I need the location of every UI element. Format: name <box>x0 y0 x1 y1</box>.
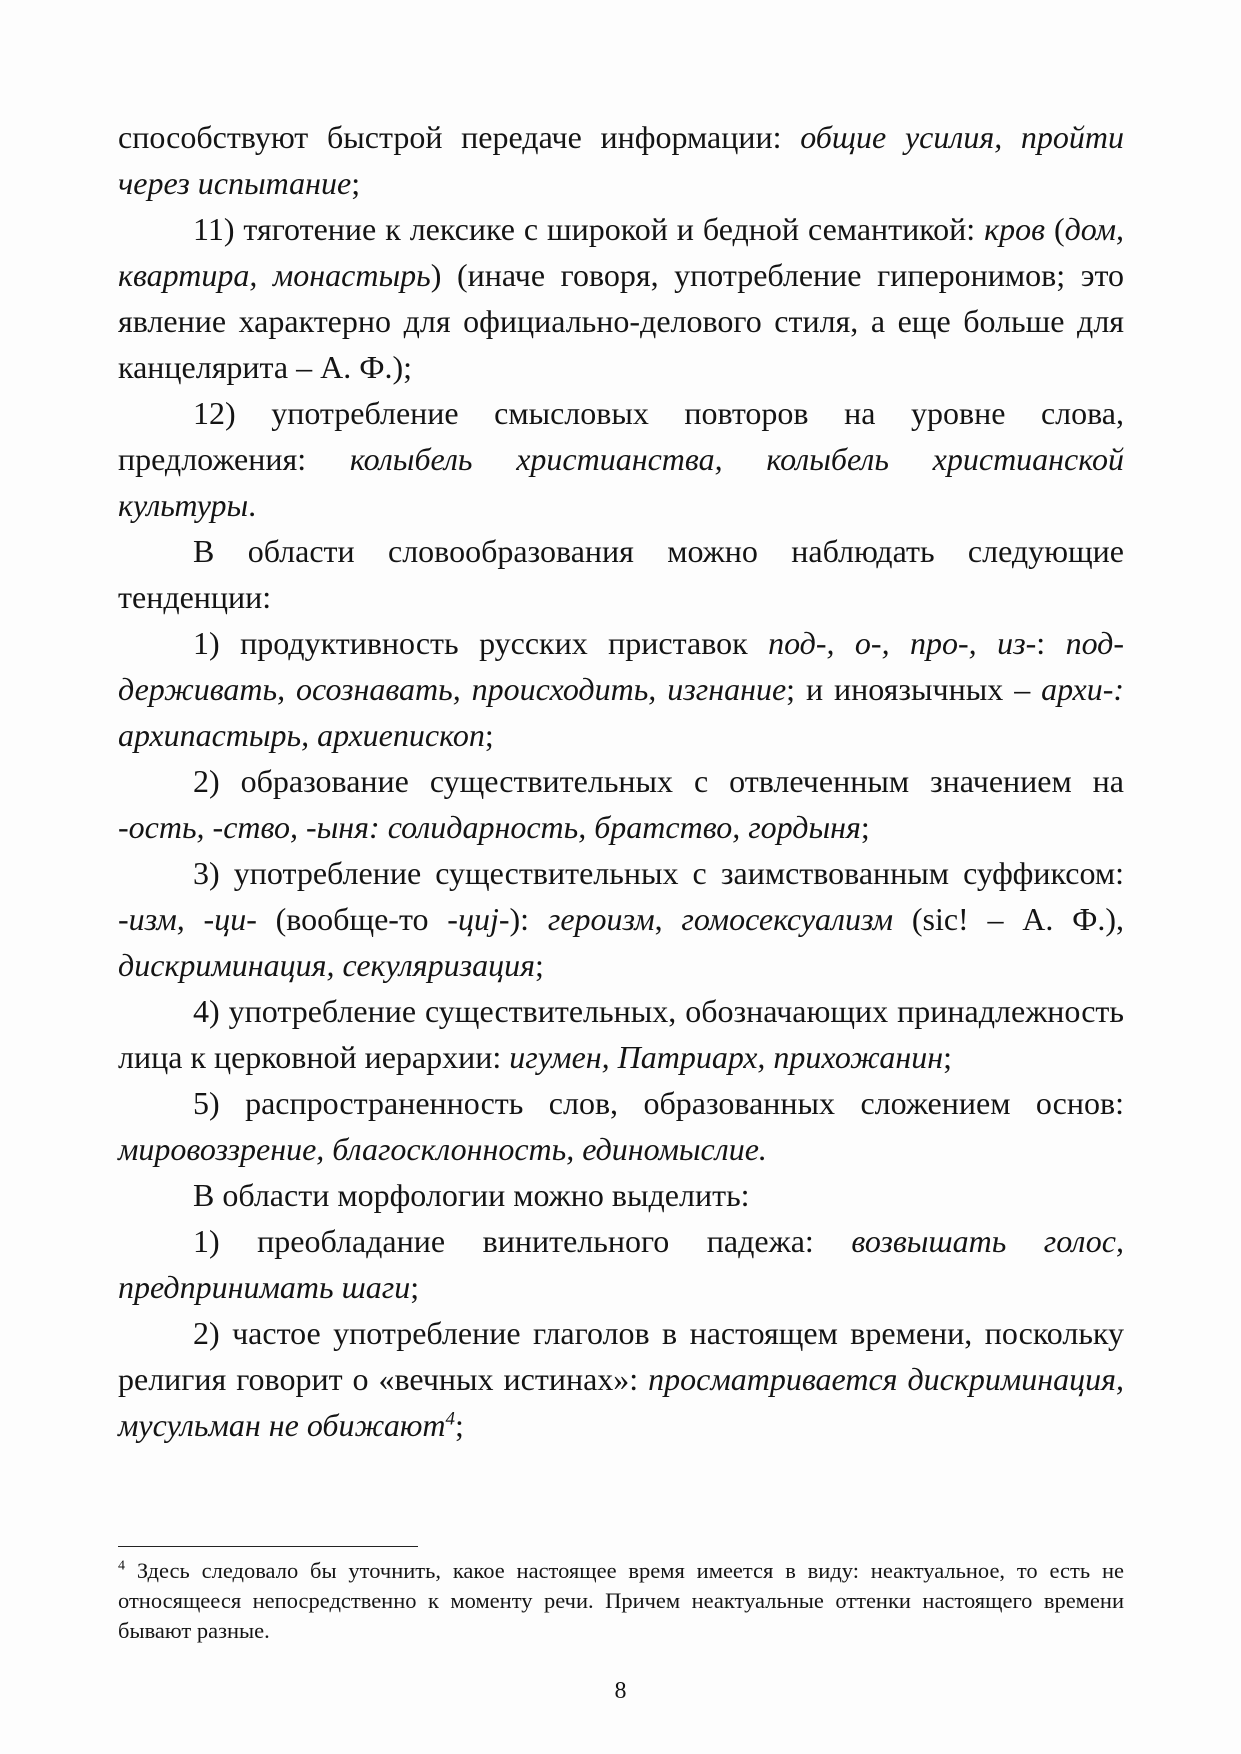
italic-example-text: -изм, -ци- <box>118 901 257 937</box>
italic-example-text: колыбель христианства, колыбель христианской культуры <box>118 441 1125 523</box>
paragraph <box>118 850 1124 988</box>
text-run: 3) употребление существительных с заимствованным суффиксом: <box>193 855 1124 891</box>
paragraph <box>118 390 1124 528</box>
paragraph <box>118 988 1124 1080</box>
text-run: ; <box>410 1269 420 1305</box>
italic-example-text: игумен, Патриарх, прихожанин <box>509 1039 944 1075</box>
footnote <box>118 1556 1124 1646</box>
italic-example-text: под-, о-, про-, из- <box>768 625 1037 661</box>
paragraph <box>118 528 1124 620</box>
paragraph <box>118 758 1124 850</box>
italic-example-text: -ость, -ство, -ыня: солидарность, братство, гордыня <box>118 809 861 845</box>
text-run: ( <box>1045 211 1065 247</box>
page-number: 8 <box>614 1678 627 1704</box>
text-run: . <box>248 487 257 523</box>
paragraph <box>118 1080 1124 1172</box>
text-run: ; <box>455 1407 464 1443</box>
italic-example-text: кров <box>984 211 1045 247</box>
footnote-reference: 4 <box>445 1408 456 1430</box>
italic-example-text: возвышать голос, предпринимать шаги <box>118 1223 1125 1305</box>
text-run: способствуют быстрой передаче информации: <box>118 119 801 155</box>
paragraph <box>118 1172 1124 1218</box>
text-run: В области морфологии можно выделить: <box>193 1177 750 1213</box>
text-run: , <box>654 901 682 937</box>
paragraph <box>118 1218 1124 1310</box>
text-run: ; и иноязычных – <box>786 671 1042 707</box>
text-run: 5) распространенность слов, образованных сложением основ: <box>193 1085 1124 1121</box>
text-run: : <box>1036 625 1066 661</box>
text-run: (sic! – А. Ф.), <box>893 901 1125 937</box>
text-run: ; <box>860 809 870 845</box>
footnote-marker: 4 <box>118 1558 125 1574</box>
text-run: 12) употребление смысловых повторов на уровне слова, предложения: <box>118 395 1124 477</box>
italic-example-text: архи-: архипастырь, архиепископ <box>118 671 1124 753</box>
paragraph <box>118 1310 1124 1448</box>
footnote-separator <box>118 1546 418 1547</box>
italic-example-text: -цuj- <box>447 901 510 937</box>
italic-example-text: просматривается дискриминация, мусульман не обижают <box>118 1361 1125 1443</box>
text-run: ; <box>535 947 544 983</box>
italic-example-text: гомосексуализм <box>681 901 894 937</box>
text-run: 4) употребление существительных, обозначающих принадлежность лица к церковной иерархии: <box>118 993 1124 1075</box>
paragraph <box>118 114 1124 206</box>
italic-example-text: поддерживать, осознавать, происходить, изгнание <box>118 625 1124 707</box>
body-text <box>118 114 1124 1448</box>
italic-example-text: мировоззрение, благосклонность, единомыслие. <box>118 1131 767 1167</box>
text-run: ) (иначе говоря, употребление гиперонимов; это явление характерно для официально-делового стиля, а еще больше для канцелярита – А. Ф.); <box>118 257 1125 385</box>
text-run: ; <box>351 165 361 201</box>
text-run: 1) продуктивность русских приставок <box>193 625 769 661</box>
text-run: 2) образование существительных с отвлеченным значением на <box>193 763 1124 799</box>
text-run: 2) частое употребление глаголов в настоящем времени, поскольку религия говорит о «вечных истинах»: <box>118 1315 1124 1397</box>
text-run: ; <box>484 717 494 753</box>
text-run: 11) тяготение к лексике с широкой и бедной семантикой: <box>193 211 985 247</box>
text-run: В области словообразования можно наблюдать следующие тенденции: <box>118 533 1124 615</box>
text-run: 1) преобладание винительного падежа: <box>193 1223 852 1259</box>
italic-example-text: дом, квартира, монастырь <box>118 211 1124 293</box>
italic-example-text: дискриминация, секуляризация <box>118 947 536 983</box>
text-run: ; <box>943 1039 953 1075</box>
paragraph <box>118 620 1124 758</box>
footnote-text: Здесь следовало бы уточнить, какое настоящее время имеется в виду: неактуальное, то есть не относящееся непосредственно к моменту речи. Причем неактуальные оттенки настоящего времени бывают разные. <box>118 1558 1124 1643</box>
paragraph <box>118 206 1124 390</box>
text-run: (вообще-то <box>256 901 448 937</box>
italic-example-text: героизм <box>547 901 655 937</box>
text-run: ): <box>509 901 548 937</box>
italic-example-text: общие усилия, пройти через испытание <box>118 119 1125 201</box>
